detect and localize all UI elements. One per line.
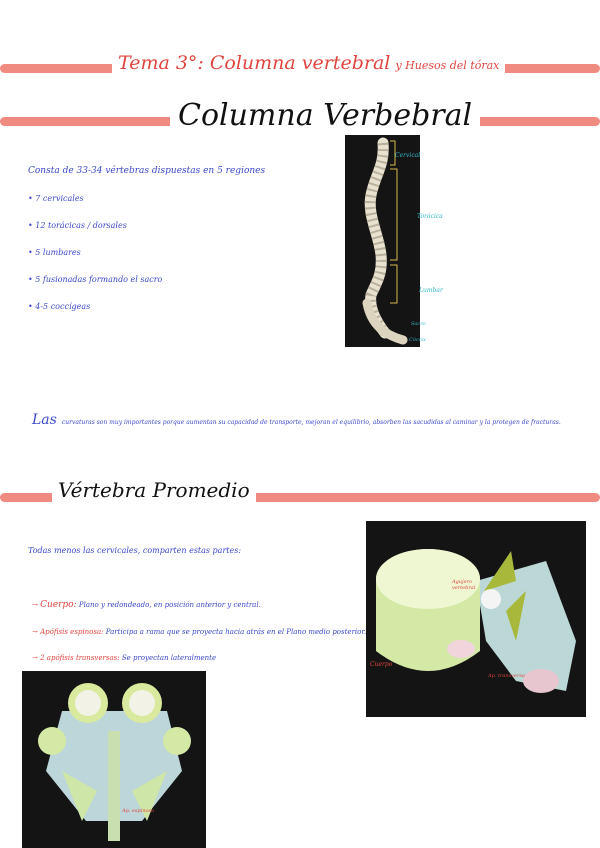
list-item: • 12 torácicas / dorsales — [28, 221, 127, 230]
spine-image — [345, 135, 443, 347]
section2-intro: Todas menos las cervicales, comparten estas partes: — [28, 546, 242, 555]
title-tail: y Huesos del tórax — [395, 59, 500, 72]
part-item: → Apófisis espinosa: Participa a rama que se proyecta hacia atrás en el Plano medio posterior. — [32, 628, 367, 636]
label-coccix: Cóccix — [409, 337, 426, 343]
label-lumbar: Lumbar — [419, 287, 443, 294]
title-main: Tema 3°: Columna vertebral — [118, 52, 391, 74]
list-item: • 5 fusionadas formando el sacro — [28, 275, 163, 284]
label-toracica: Torácica — [417, 213, 443, 220]
section2-title: Vértebra Promedio — [52, 478, 256, 502]
list-item: • 7 cervicales — [28, 194, 84, 203]
label-transversa: Ap. transversa — [488, 673, 525, 679]
curvaturas-text: curvaturas son muy importantes porque aumentan su capacidad de transporte, mejoran el equilibrio, absorben las sacudidas al caminar y la protegen de fracturas. — [61, 419, 561, 426]
page-title — [112, 52, 505, 74]
label-foramen: Agujero vertebral — [452, 579, 476, 591]
vertebra-top-illustration — [22, 671, 206, 848]
vertebra-lateral-illustration — [366, 521, 586, 717]
list-item: • 5 lumbares — [28, 248, 81, 257]
label-cuerpo: Cuerpo — [370, 661, 393, 668]
part-item: → 2 apófisis transversas: Se proyectan lateralmente — [32, 654, 217, 662]
section1-title: Columna Verbebral — [170, 98, 480, 133]
section1-intro: Consta de 33-34 vértebras dispuestas en 5 regiones — [28, 166, 266, 176]
list-item: • 4-5 coccígeas — [28, 302, 91, 311]
part-item: → Cuerpo: Plano y redondeado, en posición anterior y central. — [32, 600, 261, 610]
region-list — [28, 194, 162, 311]
curvaturas-note — [32, 409, 592, 428]
label-espinosa: Ap. espinosa — [122, 808, 155, 814]
parts-list — [32, 600, 366, 662]
vertebra-image-top — [22, 671, 206, 848]
vertebra-image-lateral — [366, 521, 586, 717]
curvaturas-lead: Las — [32, 412, 57, 428]
label-cervical: Cervical — [395, 152, 421, 159]
label-sacro: Sacro — [411, 321, 426, 327]
spine-illustration — [345, 135, 420, 347]
